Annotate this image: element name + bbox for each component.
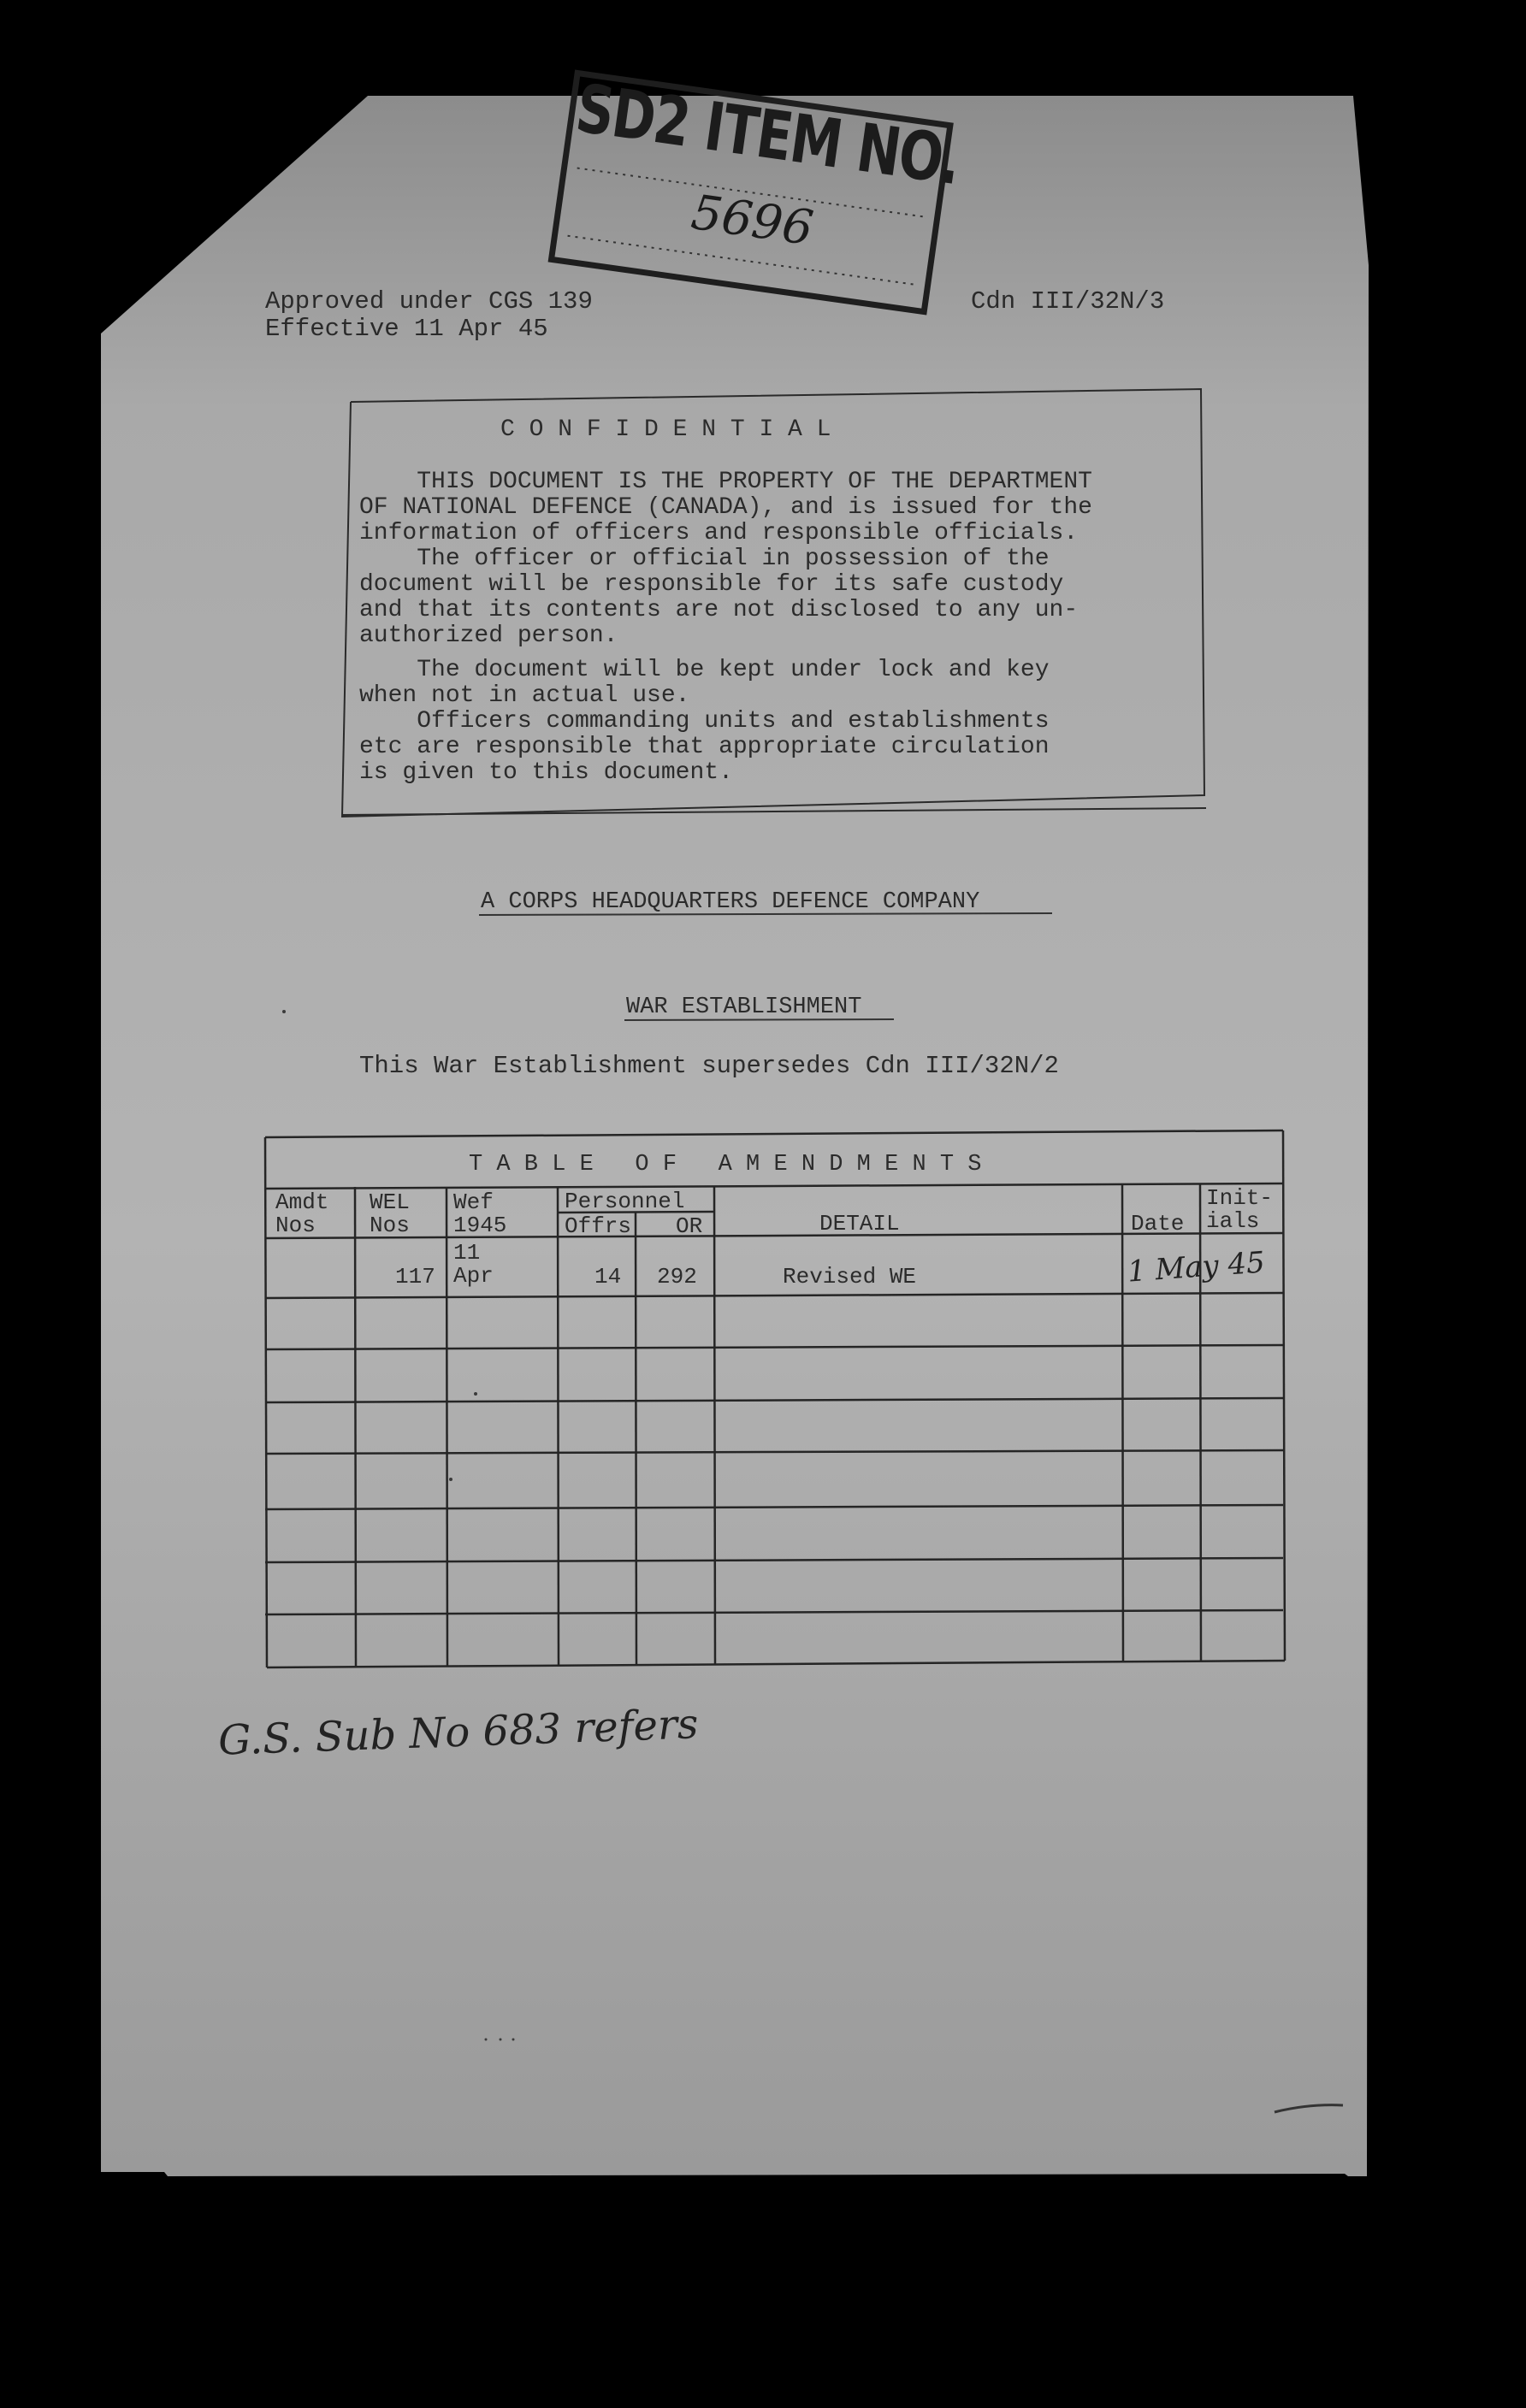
document-subtitle: WAR ESTABLISHMENT [626,994,862,1020]
row-1-or: 292 [657,1264,697,1290]
row-1-wef: 11 Apr [453,1240,494,1290]
paper-sheet [101,96,1369,2176]
row-1-date: 1 May 45 [1126,1245,1267,1290]
header-date: Date [1131,1211,1185,1236]
confidential-line: is given to this document. [359,759,733,786]
confidential-line: The document will be kept under lock and key [359,657,1050,683]
header-personnel: Personnel [565,1189,685,1214]
header-wel-nos: WEL Nos [370,1189,410,1239]
confidential-line: and that its contents are not disclosed to any un- [359,597,1079,623]
confidential-line: authorized person. [359,623,618,649]
table-row [0,0,27,47]
header-offrs: Offrs [565,1213,632,1239]
row-1-wel: 117 [395,1264,435,1290]
row-1-offrs: 14 [594,1264,622,1290]
confidential-line: information of officers and responsible officials. [359,520,1079,546]
header-initials: Init- ials [1206,1185,1274,1235]
approval-line-1: Approved under CGS 139 [265,287,593,316]
supersedes-note: This War Establishment supersedes Cdn III/32N/2 [359,1052,1059,1080]
stamp-title: SD2 ITEM NO. [571,70,965,201]
header-wef-1945: Wef 1945 [453,1189,507,1239]
header-amdt-nos: Amdt Nos [275,1189,329,1239]
header-detail: DETAIL [819,1211,900,1236]
row-1-detail: Revised WE [783,1264,917,1290]
approval-line-2: Effective 11 Apr 45 [265,315,548,343]
confidential-line: document will be responsible for its safe custody [359,571,1064,598]
confidential-heading: C O N F I D E N T I A L [500,416,831,443]
amendments-table-caption: T A B L E O F A M E N D M E N T S [469,1152,982,1177]
header-or: OR [676,1213,703,1239]
confidential-line: The officer or official in possession of the [359,546,1050,572]
confidential-line: OF NATIONAL DEFENCE (CANADA), and is issued for the [359,494,1092,521]
reference-number: Cdn III/32N/3 [971,287,1165,316]
stamp-handwritten-number: 5696 [688,185,817,257]
handwritten-reference-note: G.S. Sub No 683 refers [217,1700,700,1765]
confidential-line: THIS DOCUMENT IS THE PROPERTY OF THE DEPARTMENT [359,469,1092,495]
confidential-line: etc are responsible that appropriate circulation [359,734,1050,760]
document-title: A CORPS HEADQUARTERS DEFENCE COMPANY [481,889,980,915]
confidential-line: when not in actual use. [359,682,690,709]
confidential-line: Officers commanding units and establishments [359,708,1050,735]
